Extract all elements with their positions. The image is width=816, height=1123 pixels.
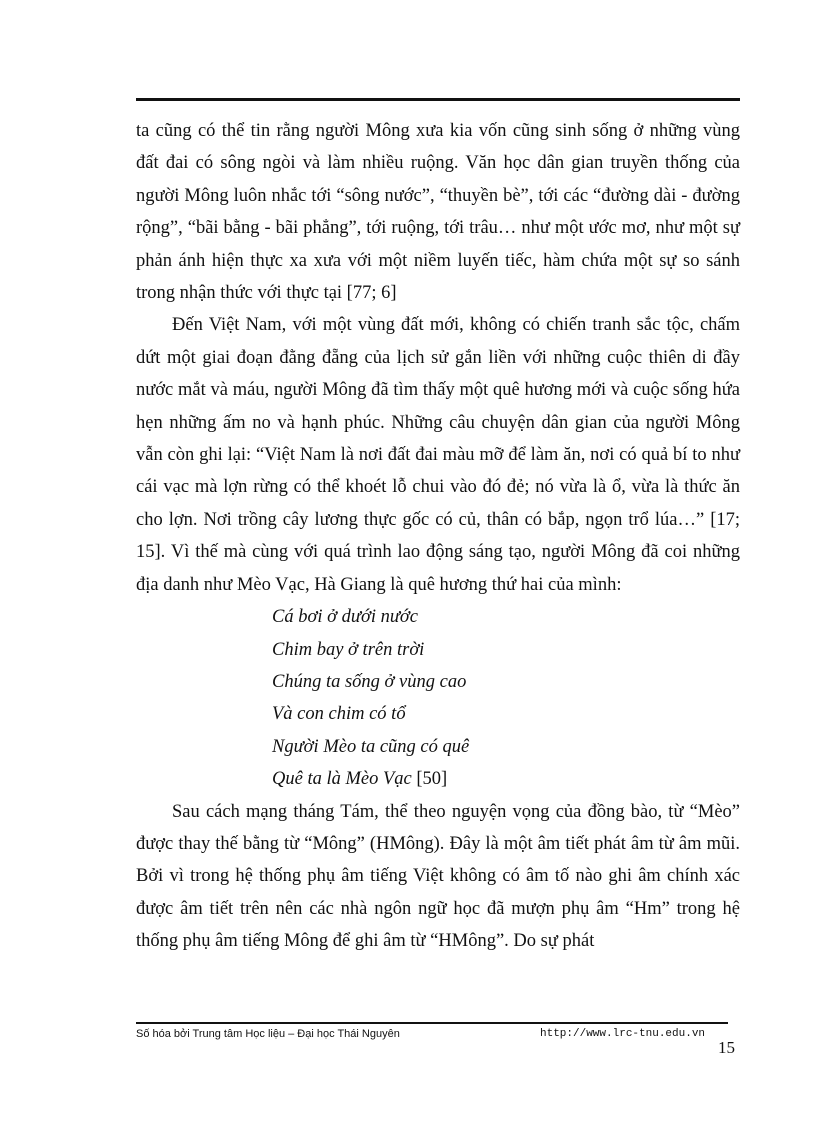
poem xyxy=(272,601,740,795)
header-rule xyxy=(136,98,740,101)
poem-line xyxy=(272,763,740,795)
paragraph: Sau cách mạng tháng Tám, thể theo nguyện vọng của đồng bào, từ “Mèo” được thay thế bằng từ “Mông” (HMông). Đây là một âm tiết phát âm từ âm mũi. Bởi vì trong hệ thống phụ âm tiếng Việt không có âm tố nào ghi âm chính xác được âm tiết trên nên các nhà ngôn ngữ học đã mượn phụ âm “Hm” trong hệ thống phụ âm tiếng Mông để ghi âm từ “HMông”. Do sự phát xyxy=(136,801,740,952)
poem-line-text: Chúng ta sống ở vùng cao xyxy=(272,671,467,692)
poem-line-text: Quê ta là Mèo Vạc xyxy=(272,769,412,790)
body-text xyxy=(136,115,740,958)
poem-citation: [50] xyxy=(411,769,448,790)
paragraphs-after xyxy=(136,796,740,958)
poem-line xyxy=(272,634,740,666)
poem-line-text: Người Mèo ta cũng có quê xyxy=(272,736,470,757)
poem-line xyxy=(272,731,740,763)
poem-line xyxy=(272,666,740,698)
paragraph: ta cũng có thể tin rằng người Mông xưa kia vốn cũng sinh sống ở những vùng đất đai có sông ngòi và làm nhiều ruộng. Văn học dân gian truyền thống của người Mông luôn nhắc tới “sông nước”, “thuyền bè”, tới các “đường dài - đường rộng”, “bãi bằng - bãi phẳng”, tới ruộng, tới trâu… như một ước mơ, như một sự phản ánh hiện thực xa xưa với một niềm luyến tiếc, hàm chứa một sự so sánh trong nhận thức với thực tại [77; 6] xyxy=(136,121,740,304)
poem-line xyxy=(272,698,740,730)
paragraphs-before xyxy=(136,115,740,601)
poem-line xyxy=(272,601,740,633)
poem-line-text: Chim bay ở trên trời xyxy=(272,639,425,660)
paragraph: Đến Việt Nam, với một vùng đất mới, không có chiến tranh sắc tộc, chấm dứt một giai đoạn đằng đẵng của lịch sử gắn liền với những cuộc thiên di đầy nước mắt và máu, người Mông đã tìm thấy một quê hương mới và cuộc sống hứa hẹn những ấm no và hạnh phúc. Những câu chuyện dân gian của người Mông vẫn còn ghi lại: “Việt Nam là nơi đất đai màu mỡ để làm ăn, nơi có quả bí to như cái vạc mà lợn rừng có thể khoét lỗ chui vào đó đẻ; nó vừa là ổ, vừa là thức ăn cho lợn. Nơi trồng cây lương thực gốc có củ, thân có bắp, ngọn trổ lúa…” [17; 15]. Vì thế mà cùng với quá trình lao động sáng tạo, người Mông đã coi những địa danh như Mèo Vạc, Hà Giang là quê hương thứ hai của mình: xyxy=(136,315,740,595)
page-number: 15 xyxy=(718,1038,735,1057)
footer-rule xyxy=(136,1022,728,1024)
poem-line-text: Cá bơi ở dưới nước xyxy=(272,607,419,628)
footer-credit: Số hóa bởi Trung tâm Học liệu – Đại học Thái Nguyên xyxy=(136,1028,400,1040)
footer-url[interactable]: http://www.lrc-tnu.edu.vn xyxy=(540,1028,706,1040)
poem-line-text: Và con chim có tổ xyxy=(272,704,406,725)
